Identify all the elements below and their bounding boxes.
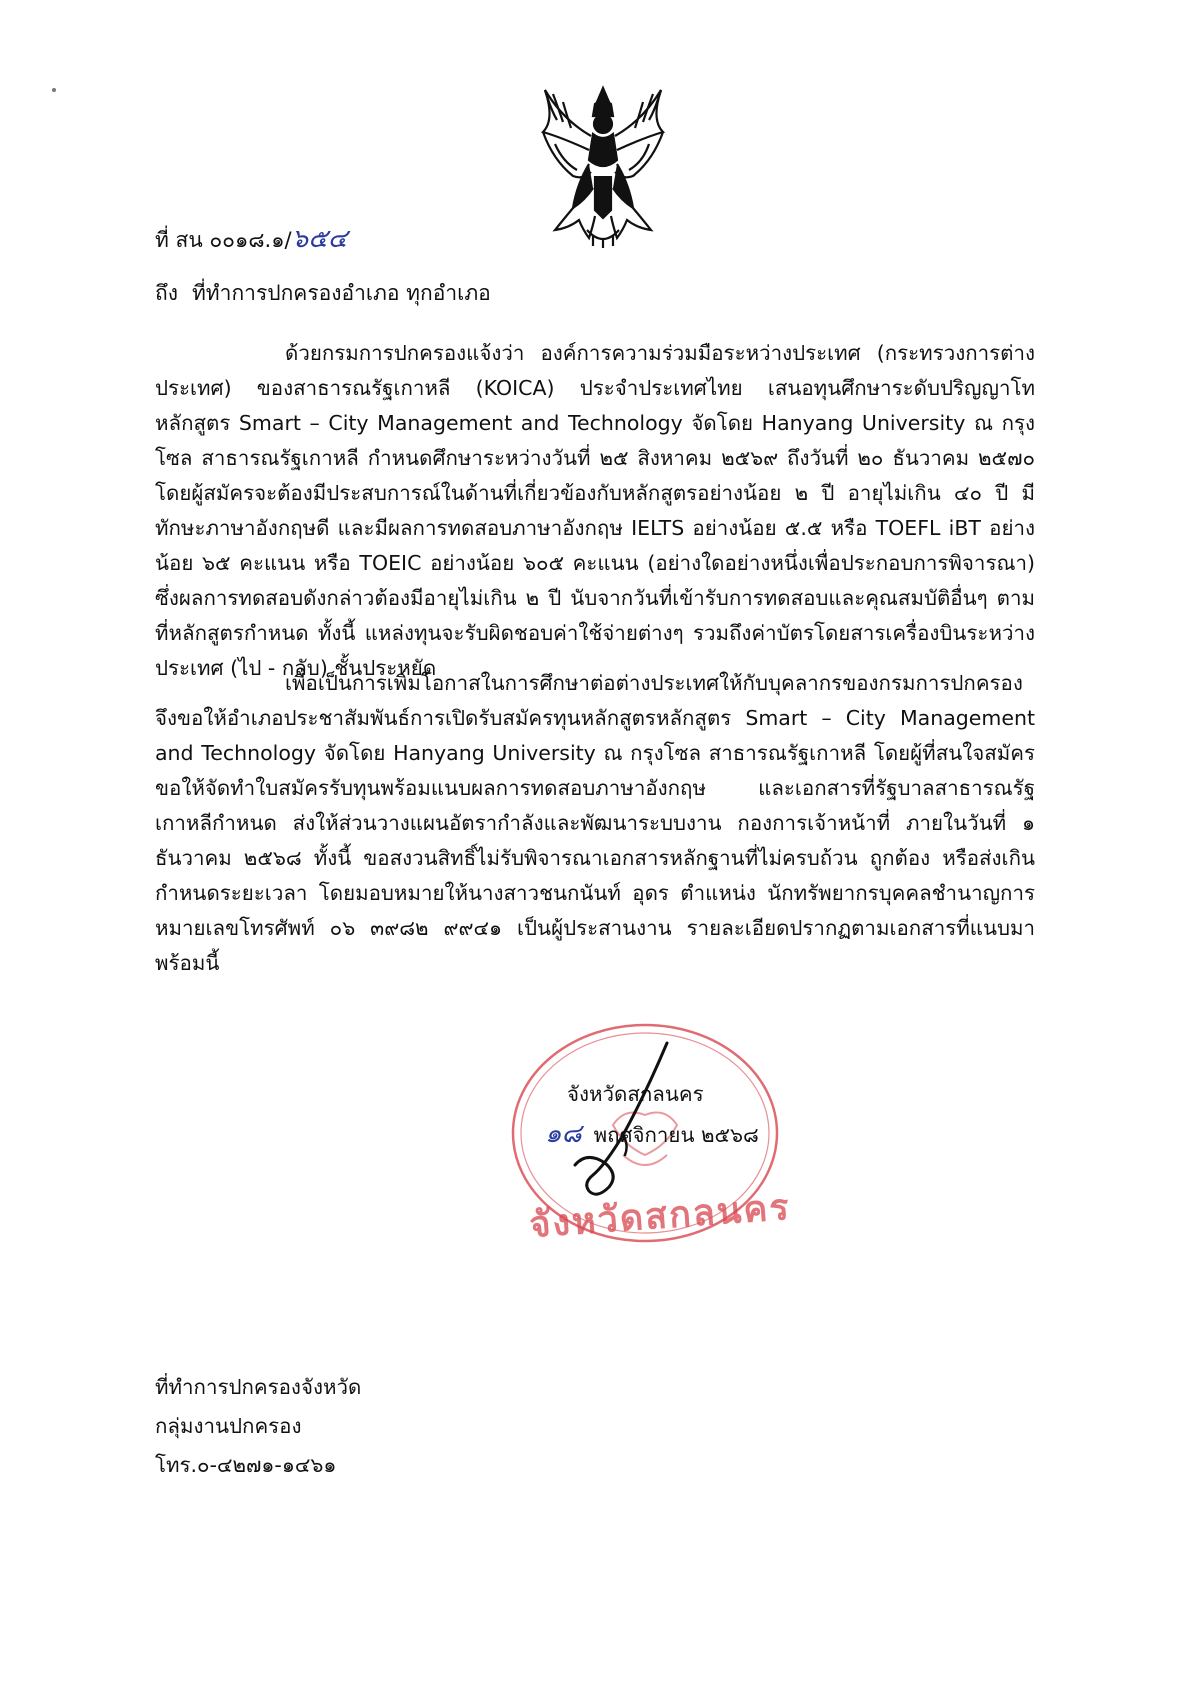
garuda-emblem-icon [533,80,673,250]
addressee-line [155,277,491,310]
handwritten-signature-icon [505,1015,785,1245]
body-paragraph-2-text: เพื่อเป็นการเพิ่มโอกาสในการศึกษาต่อต่างประเทศให้กับบุคลากรของกรมการปกครอง จึงขอให้อำเภอประชาสัมพันธ์การเปิดรับสมัครทุนหลักสูตรหลักสูตร Smart – City Management and Technology จัดโดย Hanyang University ณ กรุงโซล สาธารณรัฐเกาหลี โดยผู้ที่สนใจสมัครขอให้จัดทำใบสมัครรับทุนพร้อมแนบผลการทดสอบภาษาอังกฤษ และเอกสารที่รัฐบาลสาธารณรัฐเกาหลีกำหนด ส่งให้ส่วนวางแผนอัตรากำลังและพัฒนาระบบงาน กองการเจ้าหน้าที่ ภายในวันที่ ๑ ธันวาคม ๒๕๖๘ ทั้งนี้ ขอสงวนสิทธิ์ไม่รับพิจารณาเอกสารหลักฐานที่ไม่ครบถ้วน ถูกต้อง หรือส่งเกินกำหนดระยะเวลา โดยมอบหมายให้นางสาวชนกนันท์ อุดร ตำแหน่ง นักทรัพยากรบุคคลชำนาญการ หมายเลขโทรศัพท์ ๐๖ ๓๙๘๒ ๙๙๔๑ เป็นผู้ประสานงาน รายละเอียดปรากฏตามเอกสารที่แนบมาพร้อมนี้ [155,671,1035,975]
addressee-label: ถึง [155,281,178,305]
body-paragraph-1 [155,336,1035,686]
reference-prefix: ที่ สน ๐๐๑๘.๑/ [155,228,292,252]
footer-contact [155,1368,361,1485]
footer-division: กลุ่มงานปกครอง [155,1414,302,1438]
handwritten-reference-number: ๖๕๔ [291,224,348,254]
body-paragraph-1-text: ด้วยกรมการปกครองแจ้งว่า องค์การความร่วมมือระหว่างประเทศ (กระทรวงการต่างประเทศ) ของสาธารณรัฐเกาหลี (KOICA) ประจำประเทศไทย เสนอทุนศึกษาระดับปริญญาโท หลักสูตร Smart – City Management and Technology จัดโดย Hanyang University ณ กรุงโซล สาธารณรัฐเกาหลี กำหนดศึกษาระหว่างวันที่ ๒๕ สิงหาคม ๒๕๖๙ ถึงวันที่ ๒๐ ธันวาคม ๒๕๗๐ โดยผู้สมัครจะต้องมีประสบการณ์ในด้านที่เกี่ยวข้องกับหลักสูตรอย่างน้อย ๒ ปี อายุไม่เกิน ๔๐ ปี มีทักษะภาษาอังกฤษดี และมีผลการทดสอบภาษาอังกฤษ IELTS อย่างน้อย ๕.๕ หรือ TOEFL iBT อย่างน้อย ๖๕ คะแนน หรือ TOEIC อย่างน้อย ๖๐๕ คะแนน (อย่างใดอย่างหนึ่งเพื่อประกอบการพิจารณา) ซึ่งผลการทดสอบดังกล่าวต้องมีอายุไม่เกิน ๒ ปี นับจากวันที่เข้ารับการทดสอบและคุณสมบัติอื่นๆ ตามที่หลักสูตรกำหนด ทั้งนี้ แหล่งทุนจะรับผิดชอบค่าใช้จ่ายต่างๆ รวมถึงค่าบัตรโดยสารเครื่องบินระหว่างประเทศ (ไป - กลับ) ชั้นประหยัด [155,341,1035,680]
handwritten-day: ๑๘ [545,1119,582,1149]
footer-phone: โทร.๐-๔๒๗๑-๑๔๖๑ [155,1453,337,1477]
reference-number [155,218,347,259]
footer-office: ที่ทำการปกครองจังหวัด [155,1375,362,1399]
seal-text: จังหวัดสกลนคร [527,1186,793,1247]
scan-speck [52,88,56,92]
signature-block [505,1015,793,1247]
signature-month-year: พฤศจิกายน ๒๕๖๘ [593,1123,759,1147]
signature-province: จังหวัดสกลนคร [567,1082,704,1106]
body-paragraph-2 [155,666,1035,981]
addressee-recipient: ที่ทำการปกครองอำเภอ ทุกอำเภอ [191,281,491,305]
